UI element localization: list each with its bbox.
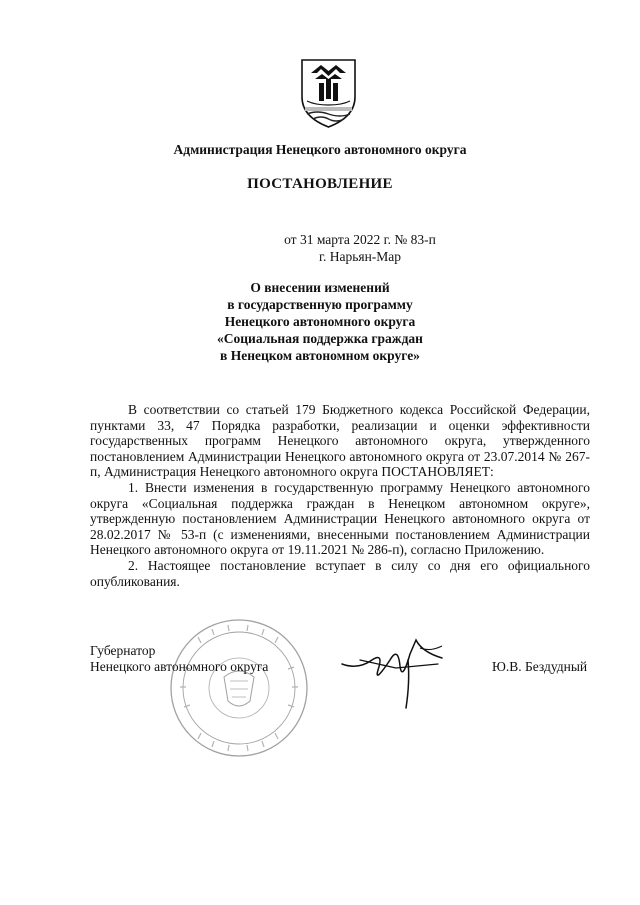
document-place: г. Нарьян-Мар xyxy=(318,249,402,264)
handwritten-signature-icon xyxy=(338,630,448,712)
signatory-title xyxy=(90,643,268,675)
title-line: в Ненецком автономном округе» xyxy=(220,348,420,363)
title-line: в государственную программу xyxy=(227,297,413,312)
body-paragraph: 1. Внести изменения в государственную программу Ненецкого автономного округа «Социальная поддержка граждан в Ненецком автономном округе», утвержденную постановлением Администрации Ненецкого автономного округа от 28.02.2017 № 53-п (с изменениями, внесенными постановлением Администрации Ненецкого автономного округа от 19.11.2021 № 286-п), согласно Приложению. xyxy=(90,479,590,558)
title-line: «Социальная поддержка граждан xyxy=(217,331,423,346)
title-line: О внесении изменений xyxy=(250,280,390,295)
official-stamp-icon xyxy=(168,617,310,759)
document-date-number: от 31 марта 2022 г. № 83-п xyxy=(284,232,436,247)
document-title xyxy=(0,279,640,364)
signatory-title-line: Губернатор xyxy=(90,643,156,658)
document-body xyxy=(90,402,590,589)
signatory-title-line: Ненецкого автономного округа xyxy=(90,659,269,674)
document-type: ПОСТАНОВЛЕНИЕ xyxy=(247,176,393,192)
title-line: Ненецкого автономного округа xyxy=(224,314,416,329)
body-paragraph: 2. Настоящее постановление вступает в силу со дня его официального опубликования. xyxy=(90,557,590,589)
coat-of-arms-icon xyxy=(299,57,358,129)
body-paragraph: В соответствии со статьей 179 Бюджетного кодекса Российской Федерации, пунктами 33, 47 Порядка разработки, реализации и оценки эффективности государственных программ Ненецкого автономного округа, утвержденного постановлением Администрации Ненецкого автономного округа от 23.07.2014 № 267-п, Администрация Ненецкого автономного округа ПОСТАНОВЛЯЕТ: xyxy=(90,402,590,480)
signatory-name: Ю.В. Бездудный xyxy=(492,659,588,674)
organization-title: Администрация Ненецкого автономного округа xyxy=(173,142,467,157)
